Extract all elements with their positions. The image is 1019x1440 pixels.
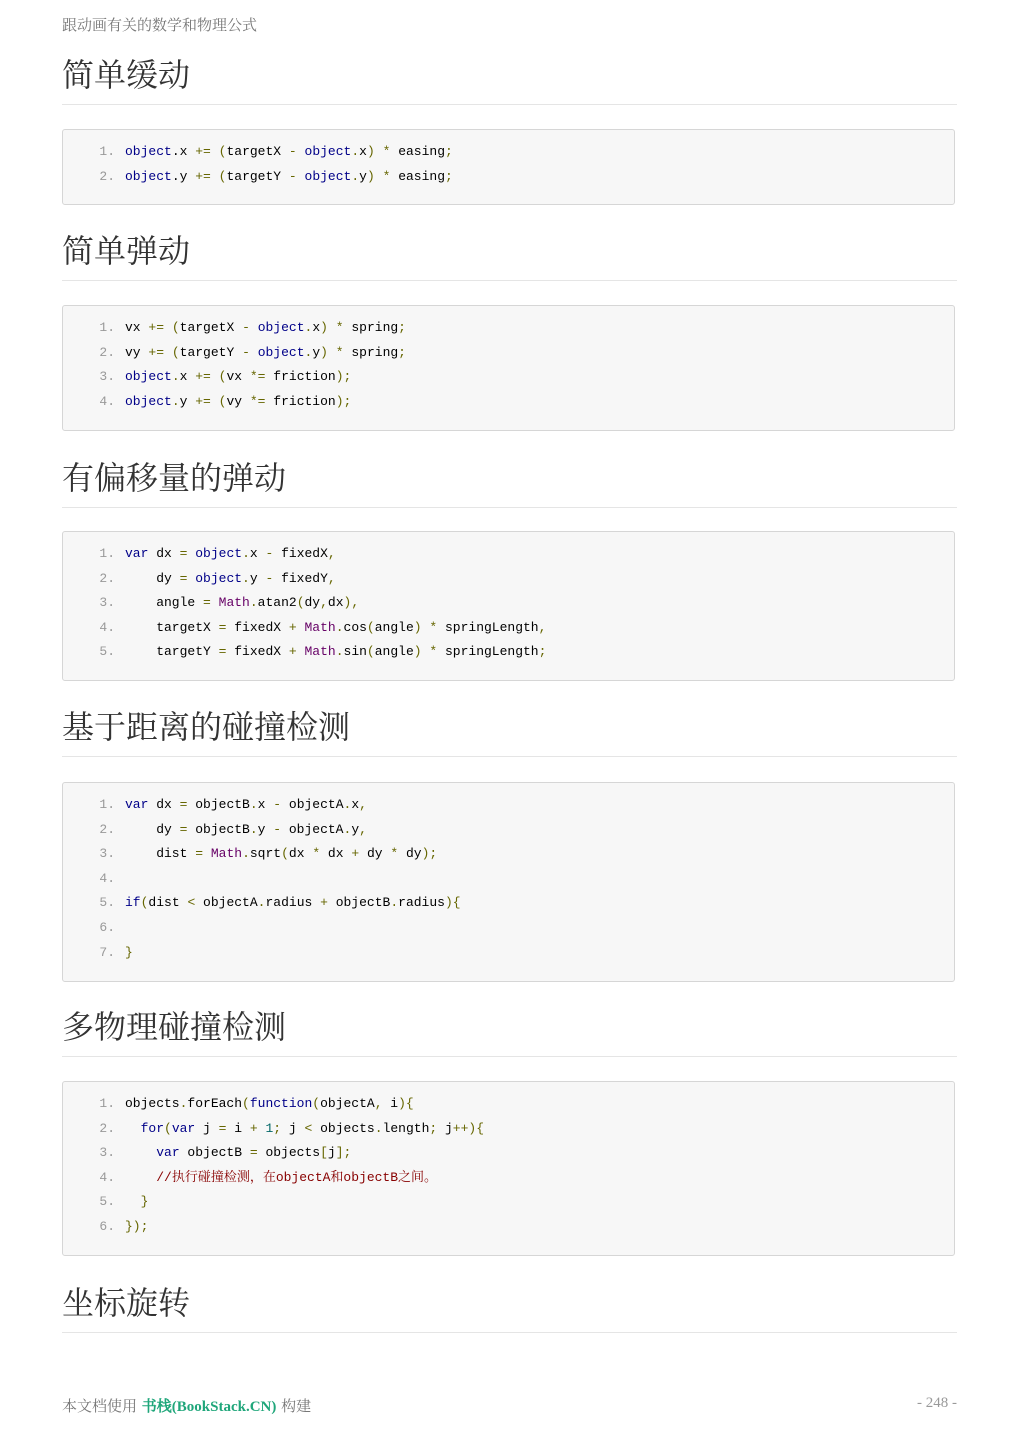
code-token: targetX <box>179 320 243 335</box>
code-token: - <box>265 546 274 561</box>
code-line <box>63 1190 954 1215</box>
code-token: . <box>249 595 258 611</box>
code-token: //执行碰撞检测，在objectA和objectB之间。 <box>156 1169 438 1185</box>
line-number: 4. <box>99 1169 115 1185</box>
code-token: targetX <box>125 619 219 635</box>
code-token: x <box>249 546 266 561</box>
code-token: objectA <box>195 895 258 911</box>
code-line <box>63 616 954 641</box>
code-token: cos <box>343 619 367 635</box>
code-token: sqrt <box>249 846 282 862</box>
code-token: , <box>327 570 336 586</box>
code-token: ( <box>218 393 227 409</box>
code-token <box>125 1145 156 1160</box>
bookstack-link[interactable]: 书栈(BookStack.CN) <box>141 1399 277 1415</box>
code-block <box>62 782 955 982</box>
code-token <box>211 144 219 159</box>
code-token: ; <box>538 644 547 660</box>
code-token: ); <box>335 369 352 385</box>
code-line <box>63 390 954 415</box>
code-token: += <box>195 168 211 184</box>
code-line <box>63 140 954 165</box>
code-token <box>297 144 305 159</box>
section-title-block <box>62 1278 957 1333</box>
code-token: ) <box>366 144 375 159</box>
code-line <box>63 1215 954 1240</box>
code-token: radius <box>265 895 321 911</box>
code-line <box>63 542 954 567</box>
code-token: Math <box>304 644 336 660</box>
code-token: angle <box>374 644 414 660</box>
code-token: objectB <box>179 1145 250 1161</box>
code-token: < <box>304 1120 313 1136</box>
code-token: *= <box>249 393 266 409</box>
code-token: x <box>257 797 274 812</box>
code-token: = <box>179 821 188 837</box>
code-token: * <box>382 168 391 184</box>
code-token: . <box>171 168 180 184</box>
code-token: ; <box>398 320 406 335</box>
code-token: ) <box>413 644 422 660</box>
code-token: = <box>179 546 188 561</box>
code-token: y <box>312 344 321 360</box>
code-token: objects <box>312 1120 375 1136</box>
line-number: 6. <box>99 919 115 935</box>
code-token: easing <box>390 144 445 159</box>
code-token: + <box>320 895 328 911</box>
code-token: object <box>195 570 243 586</box>
code-token: targetY <box>125 644 219 660</box>
code-token: += <box>195 369 211 385</box>
code-token: object <box>257 320 305 335</box>
code-token: ( <box>164 1120 172 1136</box>
code-token: += <box>195 393 211 409</box>
code-token: dy <box>359 846 391 862</box>
code-token: dx <box>148 546 180 561</box>
code-token: spring <box>343 320 399 335</box>
code-token: objectA <box>281 797 344 812</box>
section-title-block <box>62 50 957 105</box>
code-token: * <box>390 846 399 862</box>
line-number: 2. <box>99 1120 115 1136</box>
code-token: . <box>171 144 180 159</box>
section-title-block <box>62 453 957 508</box>
line-number: 7. <box>99 944 115 960</box>
code-token: * <box>312 846 321 862</box>
code-token: ; <box>445 144 453 159</box>
code-token: Math <box>218 595 250 611</box>
code-token: vy <box>226 393 250 409</box>
code-token: objects <box>257 1145 321 1161</box>
line-number: 3. <box>99 846 115 862</box>
code-token: targetY <box>179 344 243 360</box>
code-token: objectA <box>320 1096 375 1111</box>
code-token: = <box>203 595 211 611</box>
code-token: }); <box>125 1218 149 1234</box>
code-token: var <box>156 1145 180 1161</box>
code-token: + <box>288 619 297 635</box>
code-token: = <box>179 570 188 586</box>
code-token: var <box>171 1120 196 1136</box>
code-token: targetX <box>226 144 289 159</box>
line-number: 2. <box>99 821 115 837</box>
line-number: 2. <box>99 344 115 360</box>
section-title-block <box>62 702 957 757</box>
code-token: , <box>538 619 547 635</box>
code-token: j <box>437 1120 453 1136</box>
code-token <box>211 394 219 409</box>
code-token: Math <box>210 846 243 862</box>
code-line <box>63 365 954 390</box>
code-token: angle <box>125 595 204 611</box>
code-token: radius <box>398 895 445 911</box>
code-token: += <box>195 144 211 159</box>
code-token: - <box>242 344 250 360</box>
code-token: - <box>288 144 297 159</box>
code-token: ( <box>218 369 227 385</box>
code-token: i <box>226 1120 250 1136</box>
code-token: ( <box>140 895 149 911</box>
code-token: += <box>148 344 165 360</box>
code-token: y <box>351 821 360 837</box>
code-token: y <box>179 168 196 184</box>
code-token: j <box>195 1120 219 1136</box>
line-number: 3. <box>99 595 115 611</box>
code-token: dx <box>148 797 180 812</box>
code-line <box>63 793 954 818</box>
code-token: ]; <box>335 1145 352 1161</box>
footer-suffix: 构建 <box>276 1397 312 1415</box>
code-token: dx <box>327 595 344 611</box>
code-token: . <box>249 797 258 812</box>
code-line <box>63 341 954 366</box>
code-token: . <box>304 344 313 360</box>
section-title-block <box>62 226 957 281</box>
line-number: 1. <box>99 144 115 159</box>
code-token: ( <box>296 595 305 611</box>
code-token: ( <box>218 144 227 159</box>
code-token: . <box>343 797 352 812</box>
line-number: 1. <box>99 1096 115 1111</box>
code-token: , <box>327 546 336 561</box>
code-token: - <box>273 821 282 837</box>
code-token: ), <box>343 595 360 611</box>
code-token: ( <box>366 619 375 635</box>
code-token: - <box>265 570 274 586</box>
code-token: x <box>351 797 360 812</box>
code-token: . <box>242 546 250 561</box>
code-token: = <box>249 1145 258 1161</box>
code-token: . <box>257 895 266 911</box>
code-token: objects <box>125 1096 180 1111</box>
code-token <box>164 320 172 335</box>
code-token: * <box>335 320 344 335</box>
code-token: spring <box>343 344 399 360</box>
footer-prefix: 本文档使用 <box>62 1397 142 1415</box>
line-number: 1. <box>99 546 115 561</box>
code-token <box>297 169 305 184</box>
code-token: + <box>351 846 360 862</box>
code-token <box>328 345 336 360</box>
code-token: ) <box>413 619 422 635</box>
code-token: += <box>148 320 165 335</box>
code-token: vy <box>125 344 149 360</box>
code-token: y <box>249 570 266 586</box>
code-token: [ <box>320 1145 328 1161</box>
code-token: = <box>218 619 227 635</box>
line-number: 2. <box>99 168 115 184</box>
code-token: ; <box>273 1120 282 1136</box>
code-token <box>164 345 172 360</box>
code-token <box>125 1194 141 1209</box>
code-token: ); <box>421 846 438 862</box>
code-token: if <box>125 895 141 911</box>
code-token: = <box>218 644 227 660</box>
code-token: ) <box>366 168 375 184</box>
code-token: vx <box>226 369 250 385</box>
code-token: x <box>179 369 196 385</box>
code-token: atan2 <box>257 595 297 611</box>
code-token: ){ <box>444 895 461 911</box>
code-token: vx <box>125 320 149 335</box>
code-block <box>62 305 955 431</box>
code-token: . <box>390 895 399 911</box>
code-token: . <box>335 644 344 660</box>
code-token: ){ <box>398 1096 414 1111</box>
code-token: - <box>273 797 282 812</box>
code-token: . <box>179 1096 188 1111</box>
code-token: ++){ <box>452 1120 485 1136</box>
code-token: , <box>320 595 328 611</box>
code-token: - <box>288 168 297 184</box>
code-token: sin <box>343 644 367 660</box>
code-token <box>211 595 219 610</box>
code-token: y <box>179 393 196 409</box>
code-token: dy <box>125 570 180 586</box>
code-token <box>250 320 258 335</box>
code-line <box>63 640 954 665</box>
line-number: 3. <box>99 1145 115 1161</box>
code-token: springLength <box>437 619 539 635</box>
page-number: - 248 - <box>917 1395 957 1411</box>
code-token: dist <box>125 846 196 862</box>
code-line <box>63 165 954 190</box>
code-token: objectB <box>187 797 250 812</box>
code-token: *= <box>249 369 266 385</box>
code-token: . <box>242 846 250 862</box>
code-token: ; <box>445 168 453 184</box>
line-number: 5. <box>99 644 115 660</box>
code-token: x <box>179 144 196 159</box>
code-token: object <box>304 168 352 184</box>
code-token: object <box>125 144 172 159</box>
code-token: . <box>304 320 313 335</box>
code-token: object <box>304 144 352 159</box>
code-line <box>63 867 954 892</box>
code-token: 1 <box>265 1120 274 1136</box>
code-token: , <box>359 821 367 837</box>
code-token: ; <box>429 1120 438 1136</box>
code-token: object <box>195 546 243 561</box>
code-token <box>211 369 219 384</box>
code-token: , <box>359 797 367 812</box>
code-token: object <box>125 168 172 184</box>
code-token: - <box>242 320 250 335</box>
code-token: var <box>125 546 149 561</box>
section-title-block <box>62 1002 957 1057</box>
code-token: j <box>327 1145 336 1161</box>
code-token: * <box>429 644 438 660</box>
code-block <box>62 1081 955 1256</box>
code-token <box>125 1121 141 1136</box>
code-line <box>63 1092 954 1117</box>
code-token: + <box>288 644 297 660</box>
line-number: 4. <box>99 393 115 409</box>
code-token: dy <box>125 821 180 837</box>
line-number: 4. <box>99 870 115 886</box>
code-token: . <box>343 821 352 837</box>
code-token: + <box>249 1120 258 1136</box>
code-token: = <box>195 846 204 862</box>
code-token: fixedX <box>226 619 289 635</box>
code-token: . <box>374 1120 383 1136</box>
line-number: 5. <box>99 895 115 911</box>
code-token: object <box>125 393 172 409</box>
code-token: friction <box>265 393 336 409</box>
code-token: forEach <box>187 1096 243 1111</box>
code-token: ( <box>312 1096 321 1111</box>
code-token: targetY <box>226 168 289 184</box>
code-line <box>63 818 954 843</box>
code-token: angle <box>374 619 414 635</box>
line-number: 2. <box>99 570 115 586</box>
code-token: } <box>140 1194 149 1210</box>
code-token <box>125 1170 156 1185</box>
code-token: friction <box>265 369 336 385</box>
code-token: * <box>429 619 438 635</box>
footer-credit <box>62 1395 311 1416</box>
code-token: x <box>359 144 367 159</box>
section-heading: 简单弹动 <box>62 226 957 281</box>
code-line <box>63 916 954 941</box>
code-token: ) <box>320 344 328 360</box>
line-number: 5. <box>99 1194 115 1210</box>
code-token: object <box>125 369 172 385</box>
code-line <box>63 1166 954 1191</box>
code-token: . <box>351 168 360 184</box>
code-token <box>203 846 211 861</box>
code-token <box>375 144 383 159</box>
section-heading: 坐标旋转 <box>62 1278 957 1333</box>
code-line <box>63 891 954 916</box>
code-token: dy <box>398 846 422 862</box>
code-token: . <box>171 393 180 409</box>
code-token: dist <box>148 895 188 911</box>
code-token: ( <box>171 320 180 335</box>
code-block <box>62 531 955 681</box>
code-token: ( <box>218 168 227 184</box>
code-token: * <box>335 344 344 360</box>
code-token: x <box>312 320 321 335</box>
running-header: 跟动画有关的数学和物理公式 <box>62 16 258 34</box>
code-token: object <box>257 344 305 360</box>
code-token <box>211 169 219 184</box>
code-token: dx <box>320 846 352 862</box>
code-token: easing <box>390 168 445 184</box>
section-heading: 多物理碰撞检测 <box>62 1002 957 1057</box>
code-line <box>63 842 954 867</box>
code-line <box>63 941 954 966</box>
code-token: dx <box>288 846 313 862</box>
code-token: fixedX <box>226 644 289 660</box>
code-token: springLength <box>437 644 539 660</box>
code-token: ; <box>398 344 406 360</box>
code-token: < <box>187 895 196 911</box>
line-number: 1. <box>99 797 115 812</box>
code-token: ( <box>171 344 180 360</box>
code-token: objectB <box>327 895 391 911</box>
code-line <box>63 567 954 592</box>
code-token: fixedX <box>273 546 328 561</box>
code-token: objectA <box>281 821 344 837</box>
line-number: 3. <box>99 369 115 385</box>
code-token: dy <box>304 595 321 611</box>
code-token: ) <box>320 320 328 335</box>
section-heading: 有偏移量的弹动 <box>62 453 957 508</box>
code-token: var <box>125 797 149 812</box>
code-token: ); <box>335 393 352 409</box>
code-token: fixedY <box>273 570 328 586</box>
code-token: Math <box>304 619 336 635</box>
code-token: ( <box>366 644 375 660</box>
code-token: y <box>359 168 367 184</box>
section-heading: 简单缓动 <box>62 50 957 105</box>
code-token: = <box>218 1120 227 1136</box>
line-number: 6. <box>99 1218 115 1234</box>
line-number: 1. <box>99 320 115 335</box>
code-token: , <box>374 1096 383 1111</box>
code-token: objectB <box>187 821 250 837</box>
code-token: i <box>382 1096 399 1111</box>
code-token: y <box>257 821 274 837</box>
code-token <box>375 169 383 184</box>
code-token: = <box>179 797 188 812</box>
code-token: . <box>242 570 250 586</box>
code-line <box>63 316 954 341</box>
code-token: * <box>382 144 391 159</box>
code-block <box>62 129 955 205</box>
code-token: for <box>140 1120 165 1136</box>
code-line <box>63 1141 954 1166</box>
code-token <box>250 345 258 360</box>
code-token: . <box>351 144 360 159</box>
code-token: ( <box>242 1096 250 1111</box>
code-token <box>328 320 336 335</box>
code-token: j <box>281 1120 305 1136</box>
code-token: length <box>382 1120 430 1136</box>
code-token: ( <box>281 846 289 862</box>
code-token: . <box>335 619 344 635</box>
code-line <box>63 1117 954 1142</box>
section-heading: 基于距离的碰撞检测 <box>62 702 957 757</box>
code-line <box>63 591 954 616</box>
code-token: . <box>249 821 258 837</box>
line-number: 4. <box>99 619 115 635</box>
code-token: function <box>249 1096 313 1111</box>
code-token: } <box>125 944 133 960</box>
code-token: . <box>171 369 180 385</box>
